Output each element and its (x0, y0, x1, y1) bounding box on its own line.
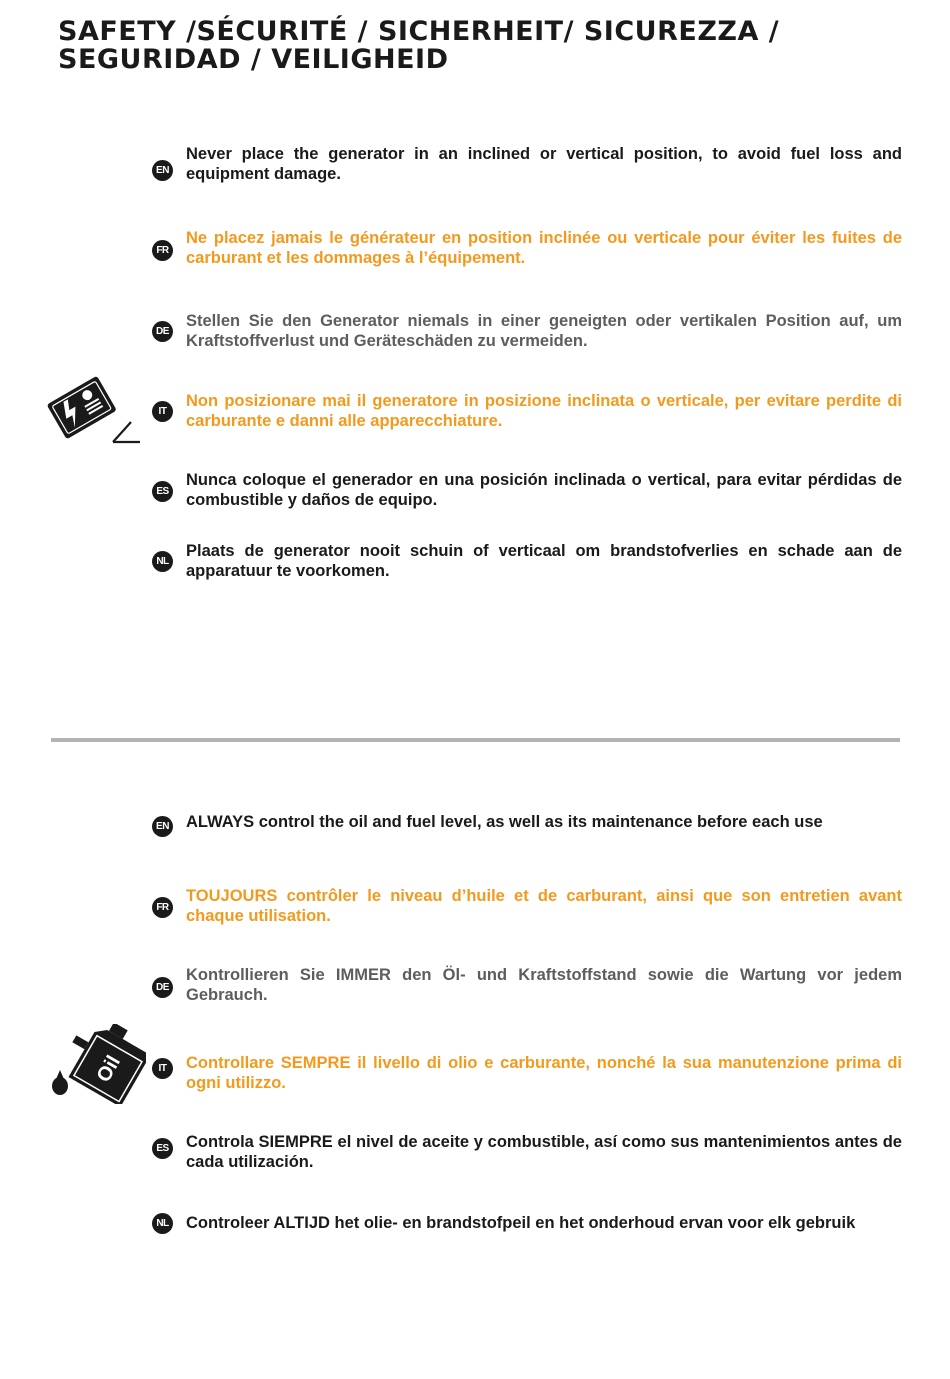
safety-text-es: Nunca coloque el generador en una posición inclinada o vertical, para evitar pérdidas de combustible y daños de equipo. (186, 471, 902, 509)
safety-text-it-2: Controllare SEMPRE il livello di olio e carburante, nonché la sua manutenzione prima di ogni utilizzo. (186, 1054, 902, 1092)
language-badge-fr: FR (152, 240, 173, 261)
language-badge-en-2: EN (152, 816, 173, 837)
language-badge-nl-2: NL (152, 1213, 173, 1234)
safety-text-en-2: ALWAYS control the oil and fuel level, as well as its maintenance before each use (186, 813, 823, 831)
page-title-line-2: SEGURIDAD / VEILIGHEID (58, 44, 449, 75)
safety-text-fr-2: TOUJOURS contrôler le niveau d’huile et de carburant, ainsi que son entretien avant chaque utilisation. (186, 887, 902, 925)
page-title-line-1: SAFETY /SÉCURITÉ / SICHERHEIT/ SICUREZZA / (58, 16, 780, 47)
language-badge-nl: NL (152, 551, 173, 572)
safety-text-nl-2: Controleer ALTIJD het olie- en brandstofpeil en het onderhoud ervan voor elk gebruik (186, 1214, 856, 1232)
safety-text-en: Never place the generator in an inclined or vertical position, to avoid fuel loss and equipment damage. (186, 145, 902, 183)
language-badge-de: DE (152, 321, 173, 342)
generator-tilt-icon (47, 374, 145, 450)
language-badge-it-2: IT (152, 1058, 173, 1079)
oil-can-icon (46, 1024, 146, 1104)
safety-text-fr: Ne placez jamais le générateur en position inclinée ou verticale pour éviter les fuites de carburant et les dommages à l’équipement. (186, 229, 902, 267)
language-badge-de-2: DE (152, 977, 173, 998)
section-divider (51, 738, 900, 742)
oil-can-label: Oil (92, 1052, 126, 1087)
language-badge-es-2: ES (152, 1138, 173, 1159)
safety-text-de: Stellen Sie den Generator niemals in einer geneigten oder vertikalen Position auf, um Kraftstoffverlust und Geräteschäden zu vermeiden. (186, 312, 902, 350)
safety-text-de-2: Kontrollieren Sie IMMER den Öl- und Kraftstoffstand sowie die Wartung vor jedem Gebrauch. (186, 966, 902, 1004)
safety-text-nl: Plaats de generator nooit schuin of verticaal om brandstofverlies en schade aan de apparatuur te voorkomen. (186, 542, 902, 580)
language-badge-es: ES (152, 481, 173, 502)
safety-text-es-2: Controla SIEMPRE el nivel de aceite y combustible, así como sus mantenimientos antes de cada utilización. (186, 1133, 902, 1171)
language-badge-en: EN (152, 160, 173, 181)
language-badge-it: IT (152, 401, 173, 422)
language-badge-fr-2: FR (152, 897, 173, 918)
page-title (58, 18, 898, 74)
safety-text-it: Non posizionare mai il generatore in posizione inclinata o verticale, per evitare perdite di carburante e danni alle apparecchiature. (186, 392, 902, 430)
